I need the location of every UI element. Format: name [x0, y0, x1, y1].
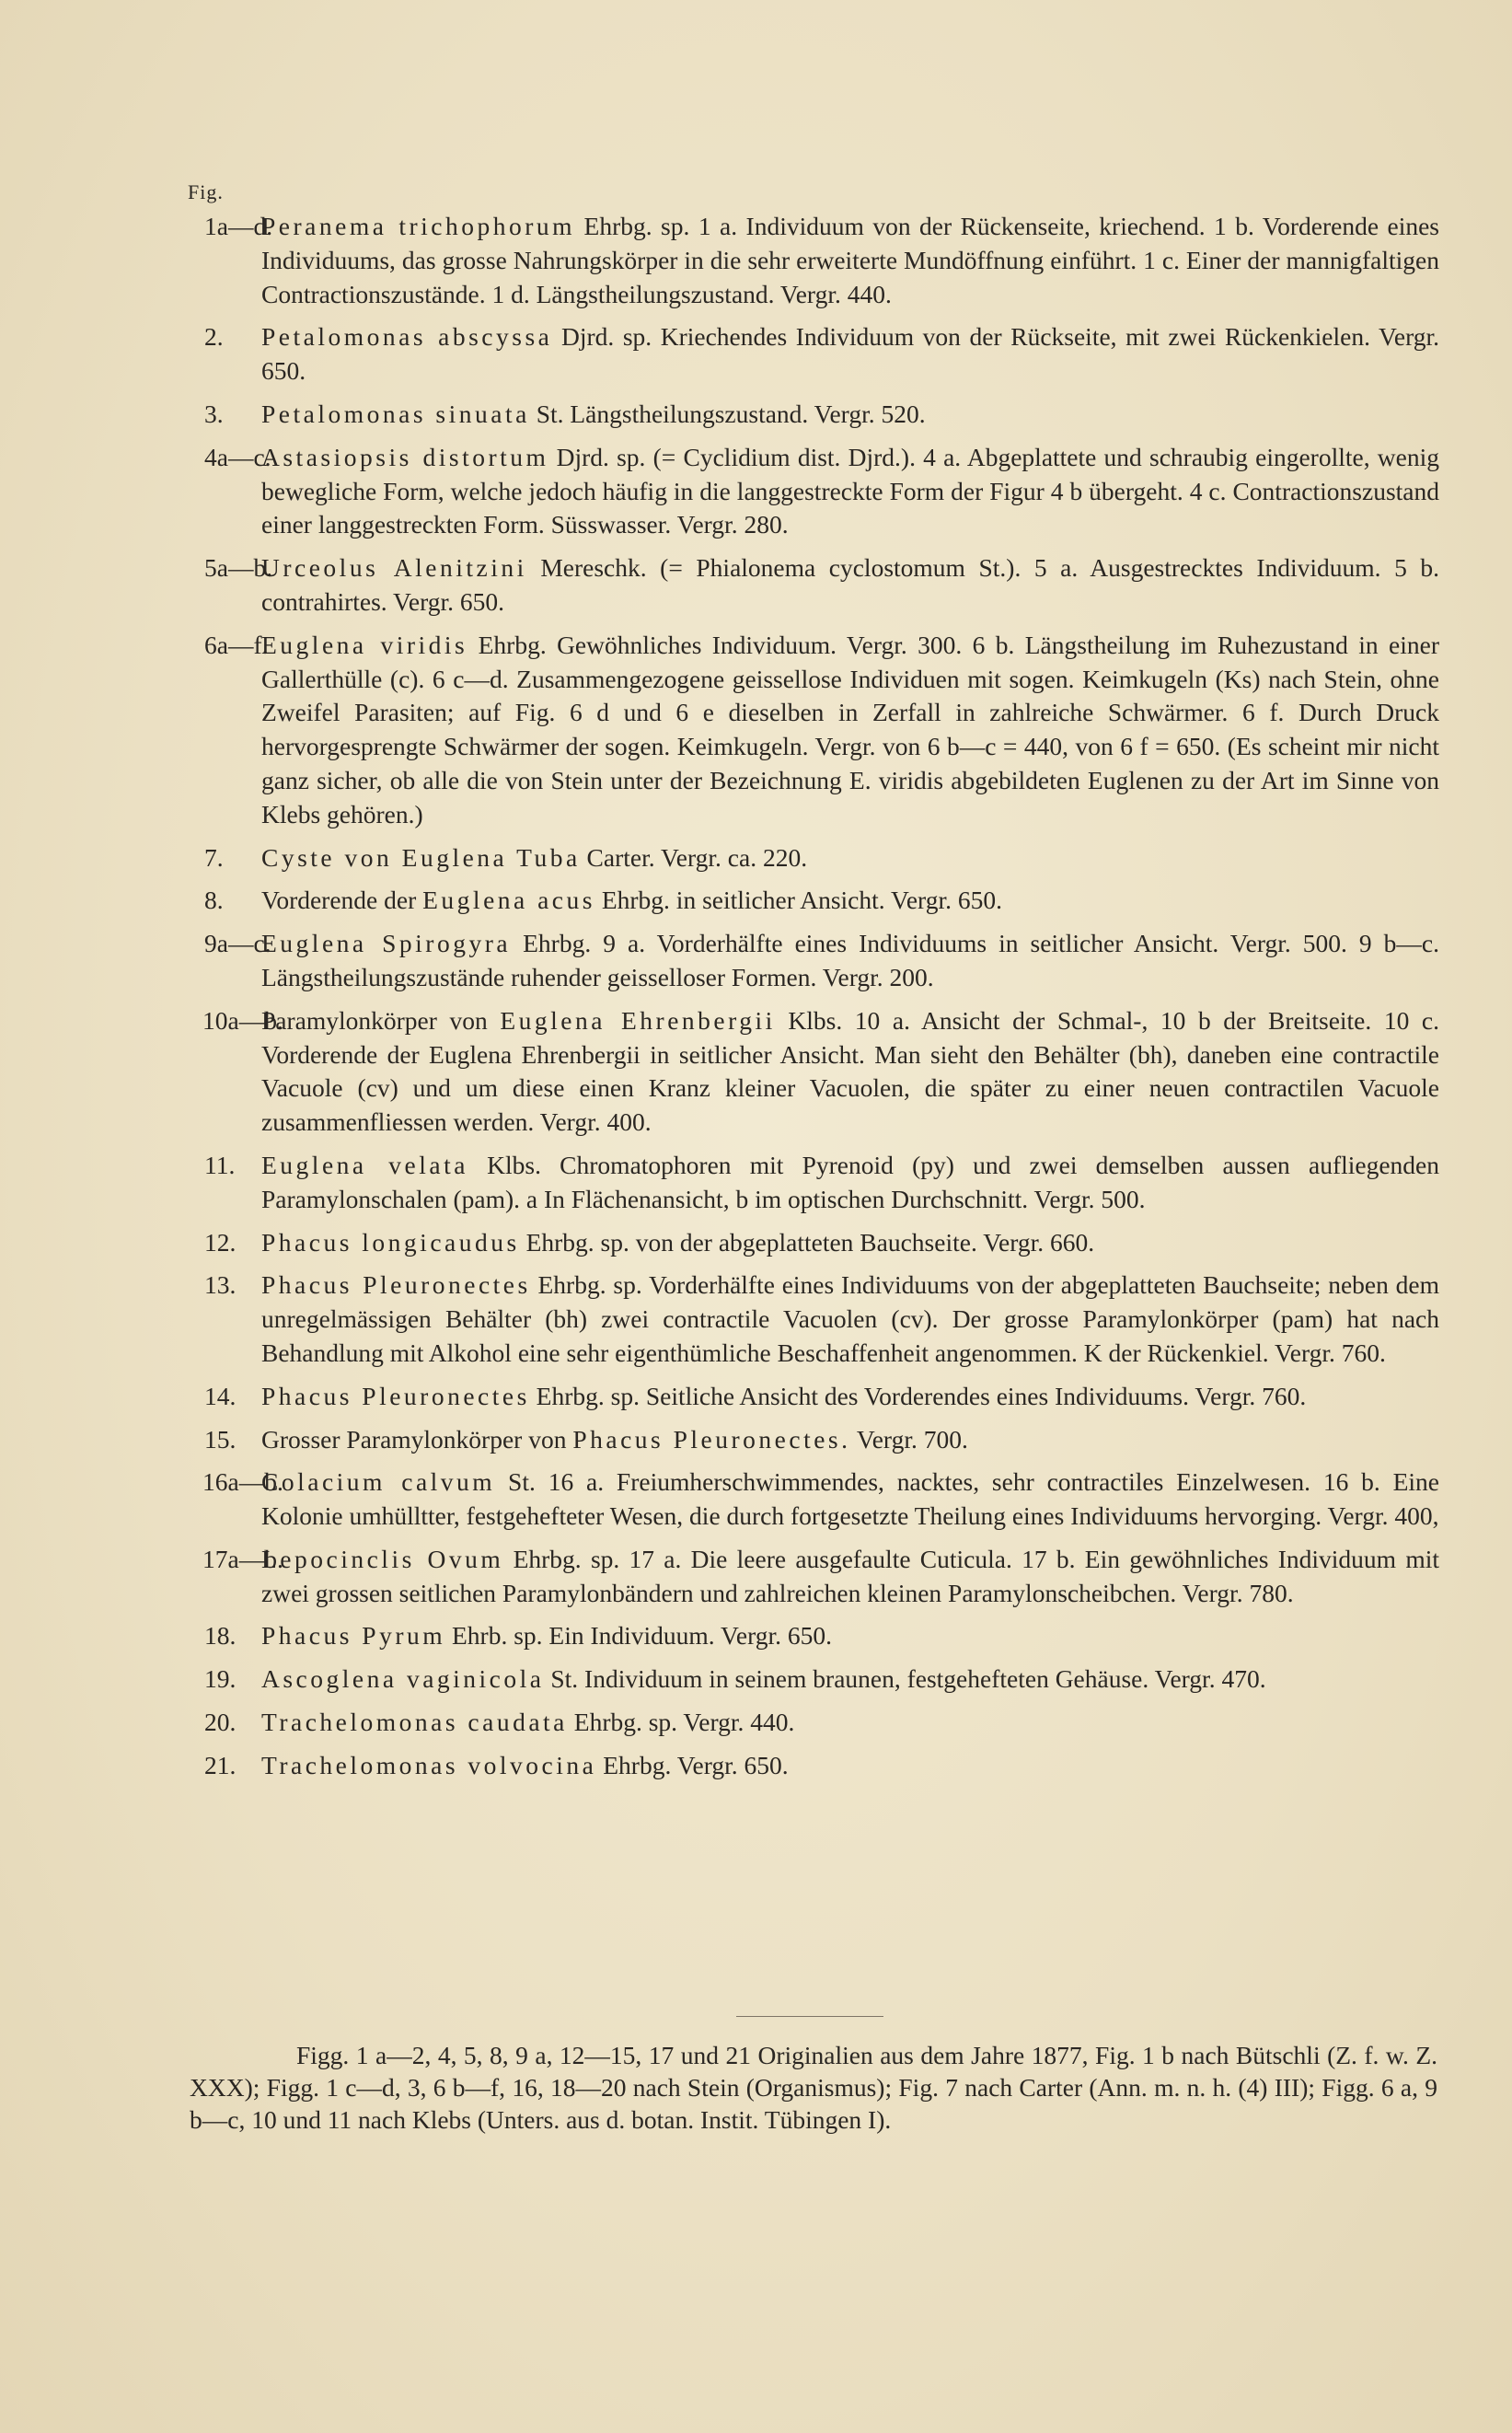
caption-text: Carter. Vergr. ca. 220. — [586, 842, 808, 872]
species-name: Astasiopsis distortum — [261, 442, 549, 471]
caption-text: Ehrbg. Gewöhnliches Individuum. Vergr. 300. 6 b. Längstheilung im Ruhezustand in einer Gallerthülle (c). 6 c—d. Zusammengezogene geissellose Individuen mit sogen. Keimkugeln (Ks) nach Stein, ohne Zweifel Parasiten; auf Fig. 6 d und 6 e dieselben in Zerfall in zahlreiche Schwärmer. 6 f. Durch Druck hervorgesprengte Schwärmer der sogen. Keimkugeln. Vergr. von 6 b—c = 440, von 6 f = 650. (Es scheint mir nicht ganz sicher, ob alle die von Stein unter der Bezeichnung E. viridis abgebildeten Euglenen zu der Art im Sinne von Klebs gehören.) — [261, 630, 1439, 828]
caption-text: Ehrbg. sp. Vergr. 440. — [573, 1708, 795, 1737]
figure-number: 13. — [204, 1270, 237, 1300]
caption-entry — [204, 884, 1439, 918]
species-name: Phacus longicaudus — [261, 1227, 520, 1257]
species-name: Phacus Pyrum — [261, 1621, 446, 1651]
caption-entry — [204, 1226, 1439, 1260]
figure-number: 14. — [204, 1381, 237, 1410]
figure-number: 17a—b. — [202, 1544, 283, 1573]
caption-entry — [204, 210, 1439, 311]
caption-entry — [204, 1706, 1439, 1740]
figure-number: 18. — [204, 1621, 237, 1651]
caption-text: Ehrbg. 9 a. Vorderhälfte eines Individuums in seitlicher Ansicht. Vergr. 500. 9 b—c. Längstheilungszustände ruhender geisselloser Formen. Vergr. 200. — [261, 929, 1440, 991]
figure-number: 5a—b. — [204, 553, 273, 583]
species-name: Phacus Pleuronectes. — [572, 1424, 851, 1454]
caption-entry — [204, 551, 1439, 620]
species-name: Phacus Pleuronectes — [261, 1381, 530, 1410]
figure-number: 3. — [204, 399, 224, 428]
figure-number: 1a—d. — [204, 212, 273, 240]
figure-number: 11. — [204, 1150, 236, 1179]
caption-entry — [204, 441, 1439, 542]
caption-text: Klbs. 10 a. Ansicht der Schmal-, 10 b der Breitseite. 10 c. Vorderende der Euglena Ehrenbergii in seitlicher Ansicht. Man sieht den Behälter (bh), daneben eine contractile Vacuole (cv) und um diese einen Kranz kleiner Vacuolen, die später zu einer neuen contractilen Vacuole zusammenfliessen werden. Vergr. 400. — [261, 1005, 1439, 1137]
caption-entry — [204, 1619, 1439, 1653]
species-name: Petalomonas sinuata — [261, 399, 530, 428]
species-name: Colacium calvum — [261, 1467, 496, 1497]
caption-text: Klbs. Chromatophoren mit Pyrenoid (py) und zwei demselben aussen aufliegenden Paramylonschalen (pam). a In Flächenansicht, b im optischen Durchschnitt. Vergr. 500. — [261, 1150, 1439, 1213]
species-name: Petalomonas abscyssa — [261, 322, 553, 352]
species-name: Euglena Spirogyra — [261, 929, 512, 958]
caption-text: Ehrbg. Vergr. 650. — [603, 1750, 789, 1779]
caption-text: Ehrbg. sp. von der abgeplatteten Bauchseite. Vergr. 660. — [525, 1227, 1095, 1257]
caption-entry — [204, 1380, 1439, 1414]
species-name: Peranema trichophorum — [261, 212, 576, 240]
caption-entry — [204, 1466, 1439, 1534]
section-divider — [736, 2016, 883, 2017]
species-name: Euglena viridis — [261, 630, 468, 659]
caption-text: Vergr. 700. — [856, 1424, 968, 1454]
caption-entry — [204, 320, 1439, 388]
caption-text: Ehrbg. sp. 17 a. Die leere ausgefaulte Cuticula. 17 b. Ein gewöhnliches Individuum mit zwei grossen seitlichen Paramylonbändern und zahlreichen kleinen Paramylonscheibchen. Vergr. 780. — [261, 1544, 1439, 1607]
figure-number: 10a—b. — [202, 1005, 283, 1035]
caption-entry — [204, 398, 1439, 432]
caption-prefix: Vorderende der — [261, 886, 417, 915]
figure-number: 2. — [204, 322, 224, 352]
figure-number: 7. — [204, 842, 224, 872]
species-name: Euglena Ehrenbergii — [500, 1005, 776, 1035]
caption-entry — [204, 1004, 1439, 1140]
caption-text: St. Längstheilungszustand. Vergr. 520. — [536, 399, 926, 428]
figure-number: 4a—c. — [204, 442, 271, 471]
figure-number: 6a—f. — [204, 630, 269, 659]
caption-text: St. Individuum in seinem braunen, festgehefteten Gehäuse. Vergr. 470. — [550, 1664, 1266, 1694]
species-name: Lepocinclis Ovum — [261, 1544, 504, 1573]
figure-number: 19. — [204, 1664, 237, 1694]
caption-text: St. 16 a. Freiumherschwimmendes, nacktes, sehr contractiles Einzelwesen. 16 b. Eine Kolonie umhülltter, festgehefteter Wesen, die durch fortgesetzte Theilung eines Individuums hervorging. Vergr. 400, — [261, 1467, 1440, 1531]
caption-prefix: Paramylonkörper von — [261, 1005, 488, 1035]
caption-entry — [204, 1749, 1439, 1783]
caption-text: Ehrb. sp. Ein Individuum. Vergr. 650. — [452, 1621, 832, 1651]
caption-text: Ehrbg. sp. Vorderhälfte eines Individuums von der abgeplatteten Bauchseite; neben dem unregelmässigen Behälter (bh) zwei contractile Vacuolen (cv). Der grosse Paramylonkörper (pam) hat nach Behandlung mit Alkohol eine sehr eigenthümliche Beschaffenheit angenommen. K der Rückenkiel. Vergr. 760. — [261, 1270, 1439, 1367]
figure-number: 16a—b. — [202, 1467, 283, 1497]
caption-entry — [204, 1269, 1439, 1370]
species-name: Ascoglena vaginicola — [261, 1664, 545, 1694]
caption-text: Djrd. sp. Kriechendes Individuum von der Rückseite, mit zwei Rückenkielen. Vergr. 650. — [261, 322, 1440, 386]
figure-number: 20. — [204, 1708, 237, 1737]
caption-entry — [204, 841, 1439, 875]
caption-entry — [204, 629, 1439, 832]
species-name: Phacus Pleuronectes — [261, 1270, 531, 1300]
figure-number: 8. — [204, 886, 224, 915]
caption-entry — [204, 1543, 1439, 1611]
caption-text: Mereschk. (= Phialonema cyclostomum St.). 5 a. Ausgestrecktes Individuum. 5 b. contrahirtes. Vergr. 650. — [261, 553, 1439, 616]
caption-prefix: Grosser Paramylonkörper von — [261, 1424, 567, 1454]
caption-entry — [204, 1663, 1439, 1697]
fig-heading: Fig. — [188, 180, 224, 203]
source-footnote: Figg. 1 a—2, 4, 5, 8, 9 a, 12—15, 17 und 21 Originalien aus dem Jahre 1877, Fig. 1 b nach Bütschli (Z. f. w. Z. XXX); Figg. 1 c—d, 3, 6 b—f, 16, 18—20 nach Stein (Organismus); Fig. 7 nach Carter (Ann. m. n. h. (4) III); Figg. 6 a, 9 b—c, 10 und 11 nach Klebs (Unters. aus d. botan. Instit. Tübingen I). — [190, 2041, 1437, 2134]
species-name: Trachelomonas volvocina — [261, 1750, 597, 1779]
figure-number: 9a—c. — [204, 929, 271, 958]
caption-text: Ehrbg. sp. Seitliche Ansicht des Vorderendes eines Individuums. Vergr. 760. — [536, 1381, 1307, 1410]
species-name: Euglena velata — [261, 1150, 468, 1179]
figure-number: 21. — [204, 1750, 237, 1779]
caption-text: Ehrbg. in seitlicher Ansicht. Vergr. 650. — [601, 886, 1002, 915]
species-name: Euglena acus — [422, 886, 595, 915]
figure-number: 12. — [204, 1227, 237, 1257]
species-name: Urceolus Alenitzini — [261, 553, 527, 583]
caption-entry — [204, 927, 1439, 995]
caption-entry — [204, 1149, 1439, 1217]
caption-text: Djrd. sp. (= Cyclidium dist. Djrd.). 4 a. Abgeplattete und schraubig eingerollte, wenig bewegliche Form, welche jedoch häufig in die langgestreckte Form der Figur 4 b übergeht. 4 c. Contractionszustand einer langgestreckten Form. Süsswasser. Vergr. 280. — [261, 442, 1439, 539]
figure-number: 15. — [204, 1424, 237, 1454]
caption-text: Ehrbg. sp. 1 a. Individuum von der Rückenseite, kriechend. 1 b. Vorderende eines Individuums, das grosse Nahrungskörper in die sehr erweiterte Mundöffnung einführt. 1 c. Einer der mannigfaltigen Contractionszustände. 1 d. Längstheilungszustand. Vergr. 440. — [261, 212, 1440, 308]
caption-entry — [204, 1423, 1439, 1457]
figure-caption-list — [204, 210, 1439, 1792]
species-name: Trachelomonas caudata — [261, 1708, 568, 1737]
species-name: Cyste von Euglena Tuba — [261, 842, 581, 872]
